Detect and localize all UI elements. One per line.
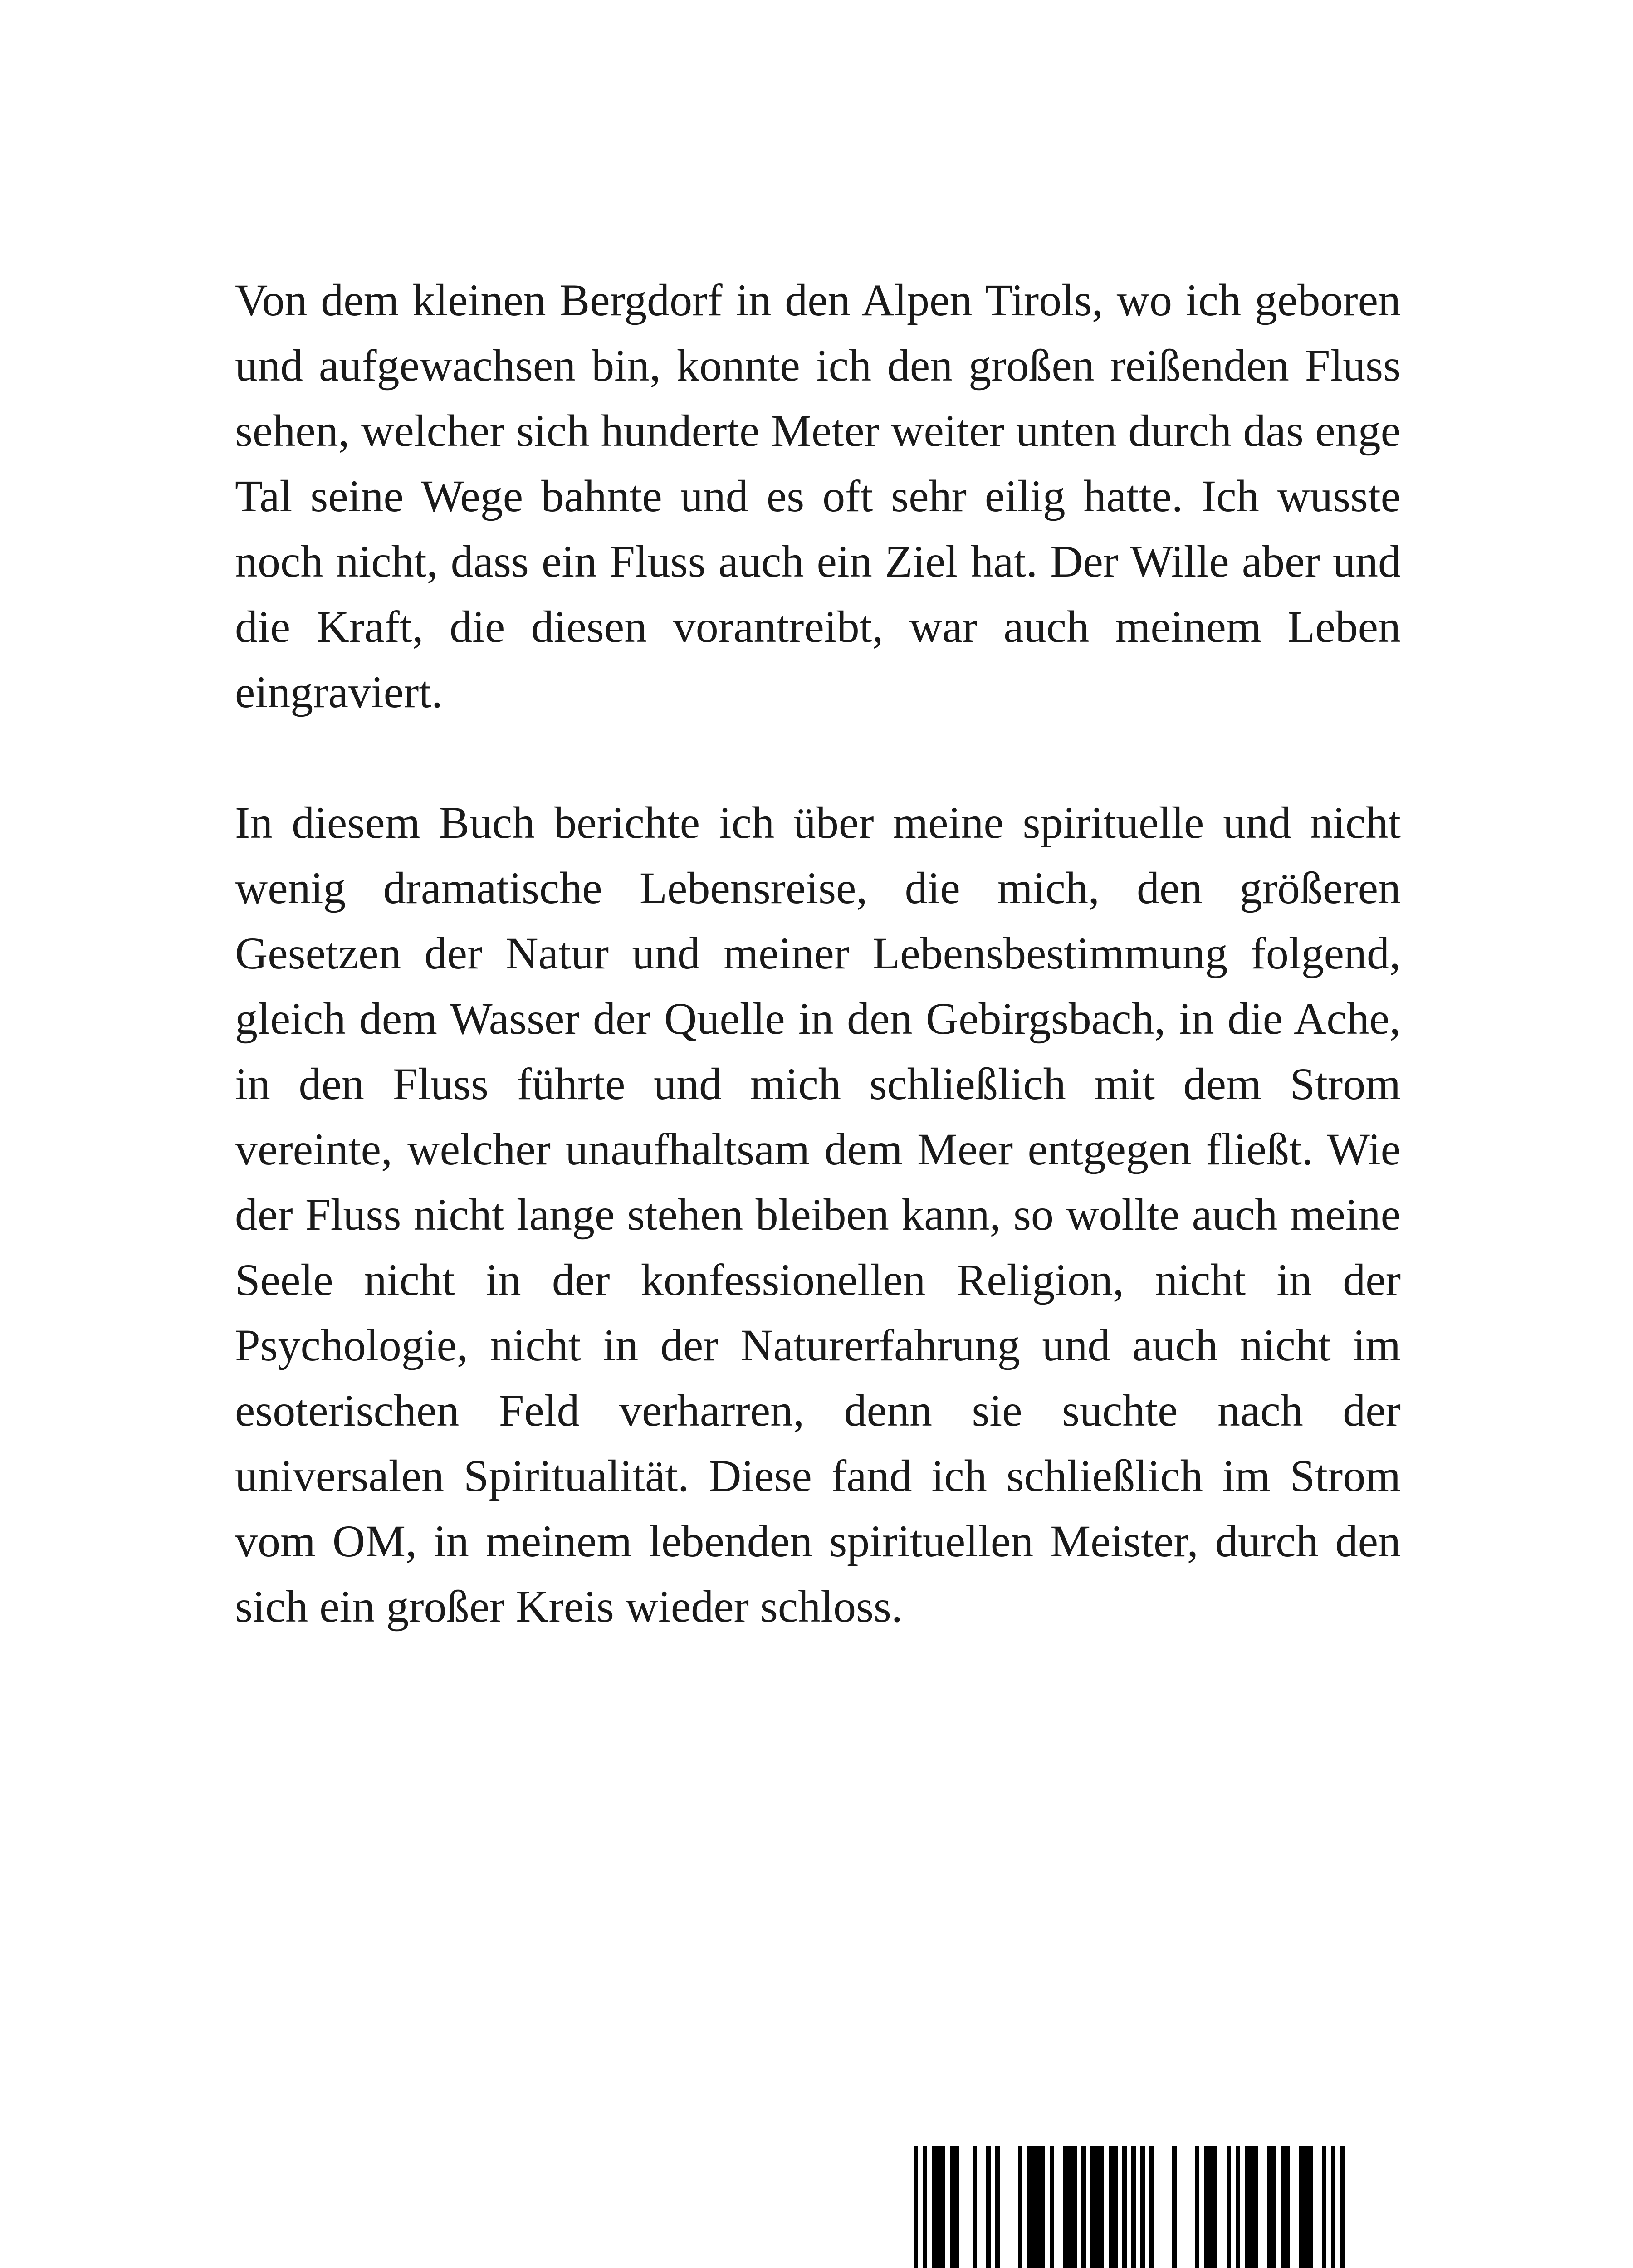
barcode-bar-6	[986, 2146, 991, 2268]
barcode-bars	[914, 2146, 1345, 2268]
barcode-bar-22	[1227, 2146, 1231, 2268]
barcode-bar-17	[1140, 2146, 1145, 2268]
barcode-bar-8	[1018, 2146, 1022, 2268]
barcode-bar-19	[1172, 2146, 1177, 2268]
barcode-bar-2	[923, 2146, 927, 2268]
barcode-bar-14	[1109, 2146, 1118, 2268]
blurb-text	[235, 268, 1401, 1639]
blurb-paragraph-2: In diesem Buch berichte ich über meine spirituelle und nicht wenig dramatische Lebensreise, die mich, den größeren Gesetzen der Natur und meiner Lebensbestimmung folgend, gleich dem Wasser der Quelle in den Gebirgsbach, in die Ache, in den Fluss führte und mich schließlich mit dem Strom vereinte, welcher unaufhaltsam dem Meer entgegen fließt. Wie der Fluss nicht lange stehen bleiben kann, so wollte auch meine Seele nicht in der konfessionellen Religion, nicht in der Psychologie, nicht in der Naturerfahrung und auch nicht im esoterischen Feld verharren, denn sie suchte nach der universalen Spiritualität. Diese fand ich schließlich im Strom vom OM, in meinem lebenden spirituellen Meister, durch den sich ein großer Kreis wieder schloss.	[235, 797, 1401, 1632]
barcode-bar-18	[1149, 2146, 1154, 2268]
isbn-barcode	[880, 2146, 1379, 2268]
barcode-bar-30	[1340, 2146, 1345, 2268]
barcode-bar-15	[1122, 2146, 1127, 2268]
barcode-bar-28	[1322, 2146, 1326, 2268]
blurb-paragraph-1: Von dem kleinen Bergdorf in den Alpen Tirols, wo ich geboren und aufgewachsen bin, konnte ich den großen reißenden Fluss sehen, welcher sich hunderte Meter weiter unten durch das enge Tal seine Wege bahnte und es oft sehr eilig hatte. Ich wusste noch nicht, dass ein Fluss auch ein Ziel hat. Der Wille aber und die Kraft, die diesen vorantreibt, war auch meinem Leben eingraviert.	[235, 275, 1401, 717]
barcode-bar-9	[1027, 2146, 1045, 2268]
barcode-bar-3	[932, 2146, 945, 2268]
barcode-bar-4	[950, 2146, 959, 2268]
barcode-bar-13	[1090, 2146, 1104, 2268]
barcode-bar-16	[1131, 2146, 1136, 2268]
barcode-bar-27	[1299, 2146, 1313, 2268]
barcode-bar-12	[1081, 2146, 1086, 2268]
barcode-bar-21	[1204, 2146, 1217, 2268]
barcode-bar-25	[1267, 2146, 1276, 2268]
barcode-bar-10	[1050, 2146, 1054, 2268]
barcode-bar-26	[1281, 2146, 1290, 2268]
barcode-bar-29	[1331, 2146, 1335, 2268]
barcode-bar-11	[1063, 2146, 1077, 2268]
barcode-bar-5	[973, 2146, 977, 2268]
barcode-bar-7	[995, 2146, 1000, 2268]
barcode-bar-24	[1245, 2146, 1258, 2268]
barcode-bar-1	[914, 2146, 918, 2268]
barcode-bar-20	[1195, 2146, 1199, 2268]
barcode-bar-23	[1236, 2146, 1240, 2268]
